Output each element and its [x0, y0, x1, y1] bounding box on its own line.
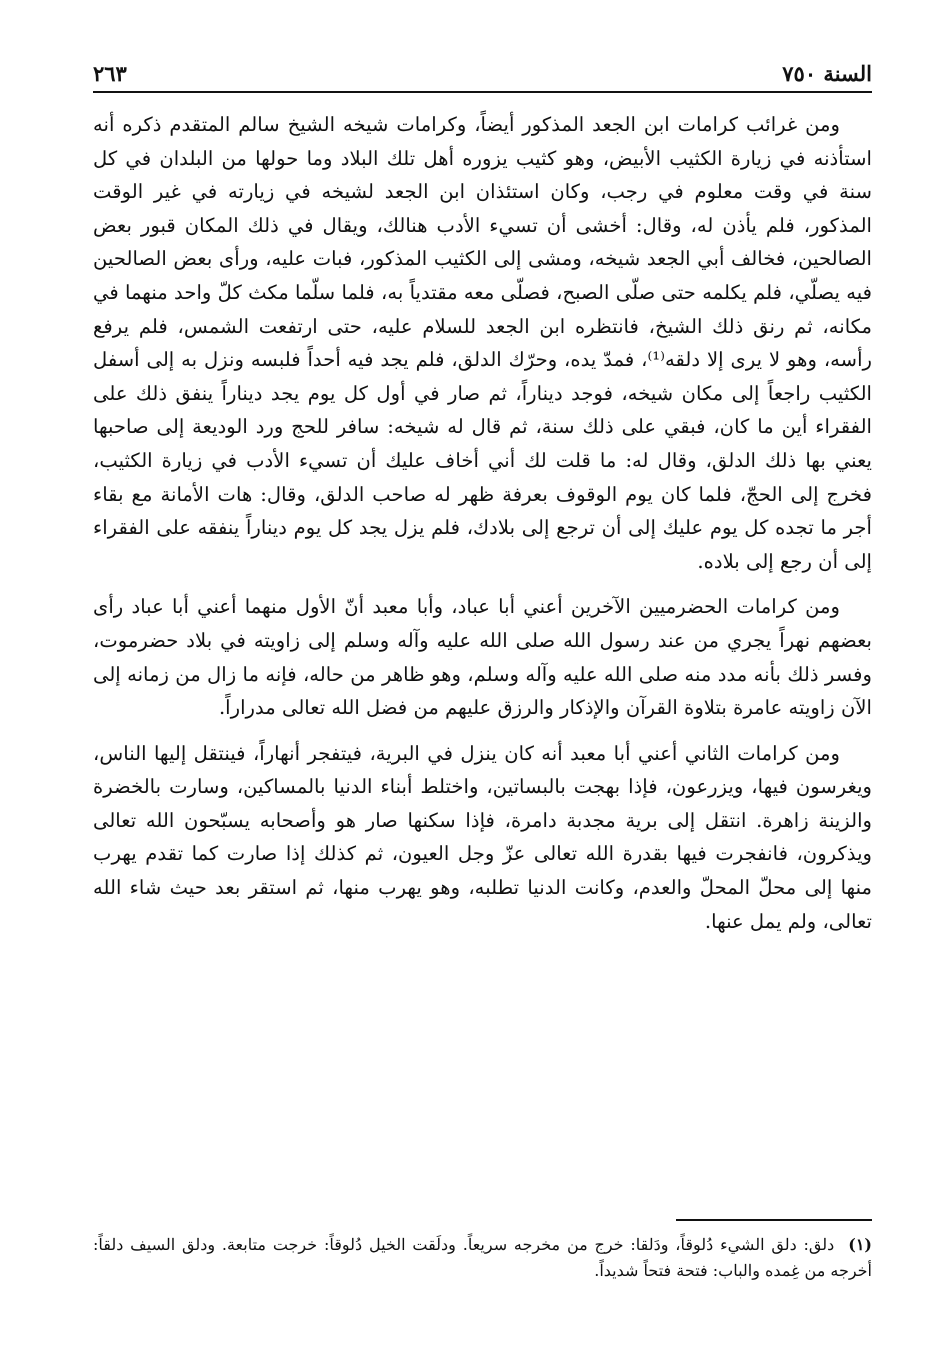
- running-title: السنة ٧٥٠: [782, 61, 872, 86]
- footnote-rule: [676, 1219, 872, 1221]
- footnote: [93, 1232, 872, 1284]
- page-number: ٢٦٣: [93, 61, 127, 86]
- main-text: [93, 108, 872, 950]
- footnote-marker: (١): [848, 1235, 872, 1254]
- paragraph-1: ومن غرائب كرامات ابن الجعد المذكور أيضاً، وكرامات شيخه الشيخ سالم المتقدم ذكره أنه استأذنه في زيارة الكثيب الأبيض، وهو كثيب يزوره أهل تلك البلاد وما حولها من البلدان في كل سنة في وقت معلوم في رجب، وكان استئذان ابن الجعد لشيخه في زيارته في غير الوقت المذكور، فلم يأذن له، وقال: أخشى أن تسيء الأدب هنالك، ويقال في ذلك المكان قبور بعض الصالحين، فخالف أبي الجعد شيخه، ومشى إلى الكثيب المذكور، فبات عليه، ورأى بعض الصالحين فيه يصلّي، فلم يكلمه حتى صلّى الصبح، فصلّى معه مقتدياً به، فلما سلّما مكث كلّ واحد منهما في مكانه، ثم رنق ذلك الشيخ، فانتظره ابن الجعد للسلام عليه، حتى ارتفعت الشمس، فلم يرفع رأسه، وهو لا يرى إلا دلقه⁽¹⁾، فمدّ يده، وحرّك الدلق، فلم يجد فيه أحداً فلبسه ونزل به إلى أسفل الكثيب راجعاً إلى مكان شيخه، فوجد ديناراً، ثم صار في أول كل يوم يجد ديناراً ينفق ذلك على الفقراء أين ما كان، فبقي على ذلك سنة، ثم قال له شيخه: سافر للحج ورد الوديعة إلى صاحبها يعني بها ذلك الدلق، وقال له: ما قلت لك أني أخاف عليك أن تسيء الأدب في زيارة الكثيب، فخرج إلى الحجّ، فلما كان يوم الوقوف بعرفة ظهر له صاحب الدلق، وقال: هات الأمانة مع بقاء أجر ما تجده كل يوم عليك إلى أن ترجع إلى بلادك، فلم يزل يجد كل يوم ديناراً ينفقه على الفقراء إلى أن رجع إلى بلاده.: [93, 113, 873, 573]
- page-header: [93, 46, 872, 86]
- paragraph-3: ومن كرامات الثاني أعني أبا معبد أنه كان ينزل في البرية، فيتفجر أنهاراً، فينتقل إليها الناس، ويغرسون فيها، ويزرعون، فإذا بهجت بالبساتين، واختلط أبناء الدنيا بالمساكين، وسارت بالخضرة والزينة زاهرة. انتقل إلى برية مجدبة دامرة، فإذا سكنها صار هو وأصحابه يسبّحون الله تعالى ويذكرون، فانفجرت فيها بقدرة الله تعالى عزّ وجل العيون، ثم كذلك إذا صارت كما تقدم يهرب منها إلى محلّ المحلّ والعدم، وكانت الدنيا تطلبه، وهو يهرب منها، ثم استقر بعد حيث شاء الله تعالى، ولم يمل عنها.: [93, 741, 872, 933]
- footnote-text: دلق: دلق الشيء دُلوقاً، ودَلقا: خرج من مخرجه سريعاً. ودلَقت الخيل دُلوقاً: خرجت متابعة. ودلق السيف دلقاً: أخرجه من غِمده والباب: فتحة فتحاً شديداً.: [93, 1235, 872, 1280]
- paragraph-2: ومن كرامات الحضرميين الآخرين أعني أبا عباد، وأبا معبد أنّ الأول منهما أعني أبا عباد رأى بعضهم نهراً يجري من عند رسول الله صلى الله عليه وآله وسلم إلى زاويته في بلاد حضرموت، وفسر ذلك بأنه مدد منه صلى الله عليه وآله وسلم، وهو ظاهر من حاله، فإنه ما زال من زمانه إلى الآن زاويته عامرة بتلاوة القرآن والإذكار والرزق عليهم من فضل الله تعالى مدراراً.: [93, 595, 872, 720]
- header-rule: [93, 91, 872, 93]
